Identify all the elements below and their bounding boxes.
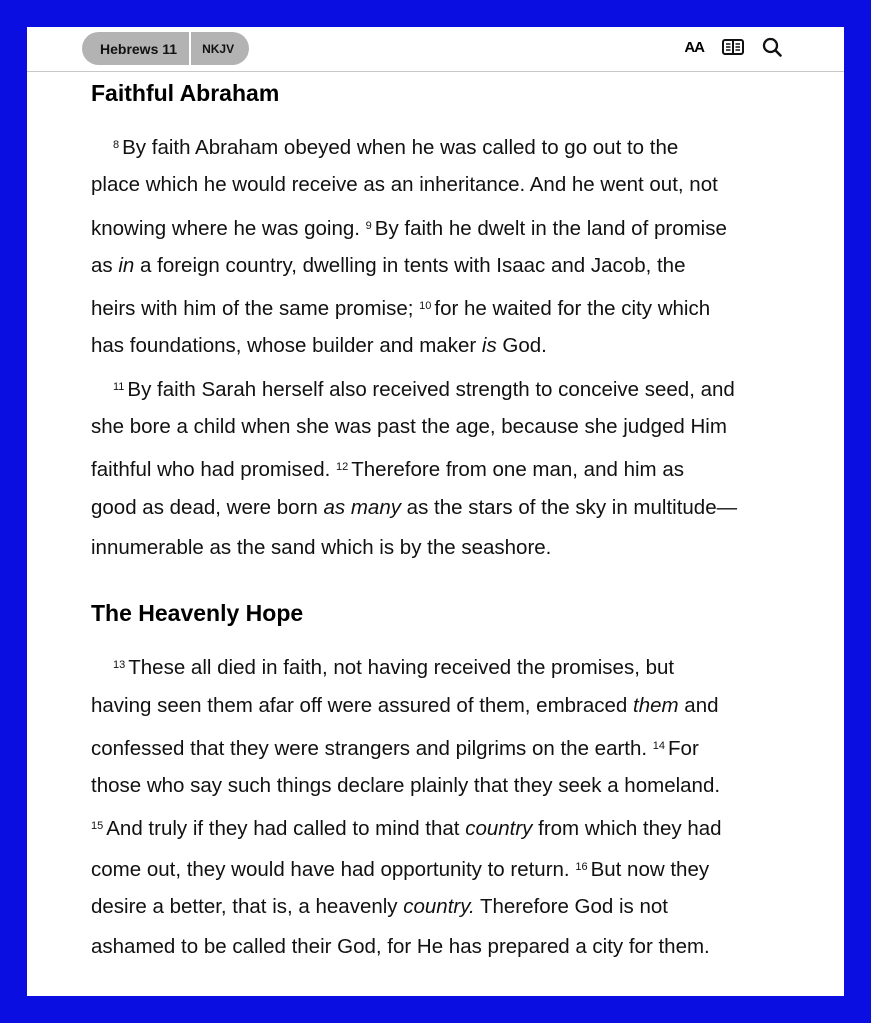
verse-text: By faith Abraham obeyed when he was called to go out to the xyxy=(122,136,679,159)
verse-text: she bore a child when she was past the age, because she judged Him xyxy=(91,415,727,439)
text-line xyxy=(91,528,791,568)
verse-text: By faith he dwelt in the land of promise xyxy=(374,216,727,240)
verse-text: By faith Sarah herself also received strength to conceive seed, and xyxy=(127,377,735,401)
verse-text: as the stars of the sky in multitude— xyxy=(400,495,738,519)
italic-text: country xyxy=(465,817,533,841)
verse-text: come out, they would have had opportunity to return. xyxy=(91,857,576,881)
text-line xyxy=(91,286,791,326)
verse-text: has foundations, whose builder and maker xyxy=(91,334,482,358)
text-line xyxy=(91,206,791,246)
verse-number[interactable]: 13 xyxy=(113,659,126,672)
verse-text: place which he would receive as an inheritance. And he went out, not xyxy=(91,173,718,197)
verse-text: a foreign country, dwelling in tents with Isaac and Jacob, the xyxy=(134,253,686,277)
verse-number[interactable]: 16 xyxy=(575,860,588,873)
verse-text: as xyxy=(91,253,119,277)
verse-text: confessed that they were strangers and pilgrims on the earth. xyxy=(91,736,653,760)
top-bar xyxy=(27,27,844,72)
section-spacer xyxy=(91,568,791,593)
search-icon[interactable] xyxy=(762,37,782,57)
section-heading: Faithful Abraham xyxy=(91,80,280,106)
verse-text: Therefore from one man, and him as xyxy=(351,458,684,482)
verse-text: ashamed to be called their God, for He has prepared a city for them. xyxy=(91,935,710,959)
verse-text: Therefore God is not xyxy=(474,895,668,919)
verse-text: God. xyxy=(496,334,547,358)
section-heading: The Heavenly Hope xyxy=(91,600,304,627)
text-line xyxy=(91,447,791,487)
verse-text: But now they xyxy=(590,857,710,881)
heading-spacer xyxy=(91,633,791,645)
verse-text: faithful who had promised. xyxy=(91,458,336,482)
text-line xyxy=(91,407,791,447)
reader-view-icon[interactable] xyxy=(722,39,744,55)
heading-spacer xyxy=(91,113,791,125)
text-line xyxy=(91,125,791,165)
text-line xyxy=(91,488,791,528)
verse-text: knowing where he was going. xyxy=(91,216,366,240)
italic-text: country. xyxy=(403,895,475,919)
verse-number[interactable]: 8 xyxy=(113,139,120,151)
text-line xyxy=(91,847,791,887)
verse-text: And truly if they had called to mind that xyxy=(106,817,466,841)
text-line xyxy=(91,165,791,205)
verse-text: for he waited for the city which xyxy=(434,297,711,321)
chapter-text xyxy=(91,73,791,968)
toolbar-icons xyxy=(684,37,782,57)
text-line xyxy=(91,806,791,846)
verse-text: from which they had xyxy=(532,817,722,841)
text-line xyxy=(91,887,791,927)
italic-text: them xyxy=(633,693,679,717)
text-line xyxy=(91,927,791,967)
text-line xyxy=(91,726,791,766)
verse-number[interactable]: 14 xyxy=(652,739,666,752)
text-line xyxy=(91,766,791,806)
verse-text: These all died in faith, not having received the promises, but xyxy=(128,656,675,680)
verse-number[interactable]: 11 xyxy=(113,380,125,393)
verse-text: good as dead, were born xyxy=(91,495,324,519)
book-chapter-button[interactable]: Hebrews 11 xyxy=(82,32,191,65)
text-line xyxy=(91,326,791,366)
italic-text: as many xyxy=(323,495,401,519)
italic-text: is xyxy=(481,334,497,358)
verse-text: heirs with him of the same promise; xyxy=(91,297,420,321)
verse-text: For xyxy=(668,736,699,760)
verse-number[interactable]: 12 xyxy=(336,461,349,474)
reader-page xyxy=(27,27,844,996)
verse-text: having seen them afar off were assured of them, embraced xyxy=(91,693,634,717)
passage-selector xyxy=(82,32,249,65)
verse-text: those who say such things declare plainly that they seek a homeland. xyxy=(91,774,721,798)
verse-text: innumerable as the sand which is by the seashore. xyxy=(91,535,552,559)
verse-number[interactable]: 10 xyxy=(419,300,432,313)
italic-text: in xyxy=(118,253,135,277)
verse-number[interactable]: 9 xyxy=(365,219,372,232)
verse-number[interactable]: 15 xyxy=(91,820,104,833)
text-line xyxy=(91,246,791,286)
text-line xyxy=(91,645,791,685)
version-button[interactable]: NKJV xyxy=(202,41,235,56)
text-line xyxy=(91,686,791,726)
text-size-icon[interactable]: AA xyxy=(684,38,704,56)
verse-text: and xyxy=(678,693,719,717)
verse-text: desire a better, that is, a heavenly xyxy=(91,895,404,919)
text-line xyxy=(91,367,791,407)
